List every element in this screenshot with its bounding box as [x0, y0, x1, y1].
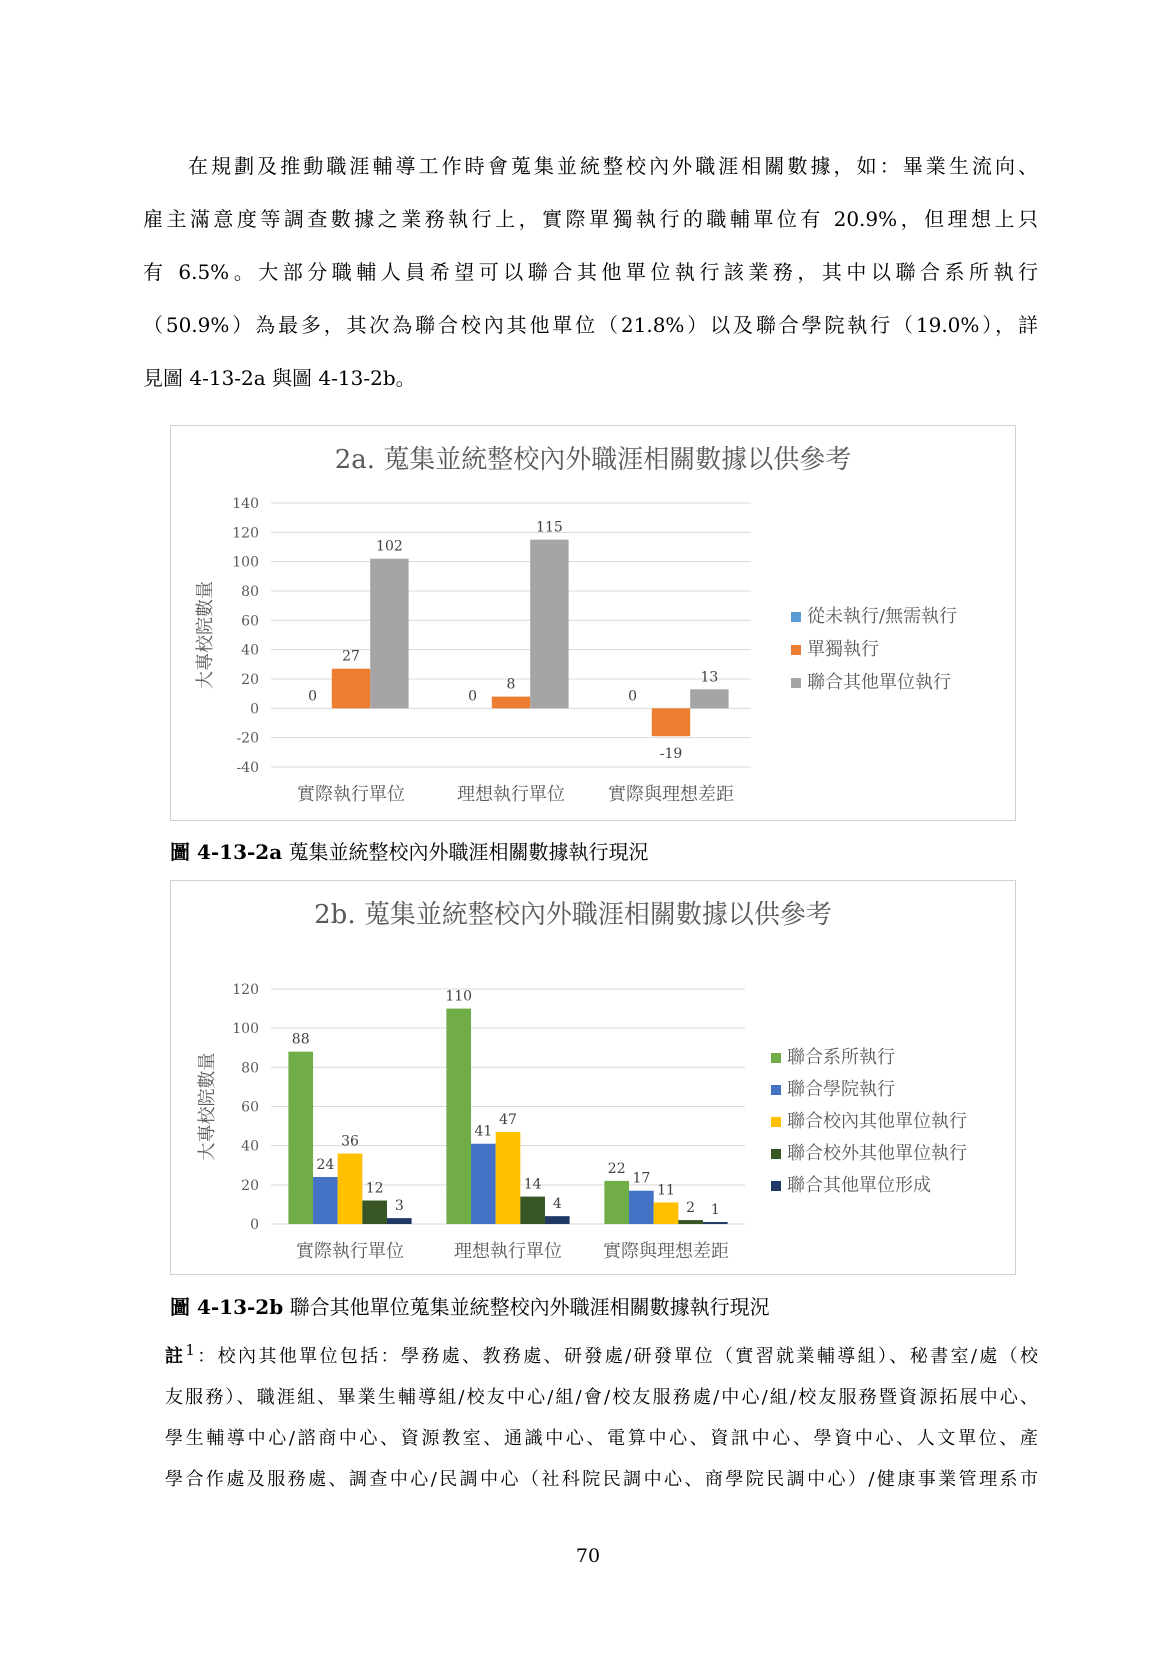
data-label: 0	[308, 688, 318, 705]
y-tick-label: 140	[232, 496, 259, 512]
data-label: 88	[291, 1031, 310, 1048]
data-label: 13	[700, 669, 719, 686]
legend-entry: 聯合校內其他單位執行	[787, 1111, 967, 1132]
paragraph-line: 雇主滿意度等調查數據之業務執行上，實際單獨執行的職輔單位有 20.9%，但理想上只	[143, 207, 1038, 231]
bar	[604, 1181, 629, 1224]
footnote-marker: 1	[185, 1341, 195, 1359]
footnote-label: 註	[165, 1346, 186, 1367]
data-label: 11	[657, 1182, 675, 1199]
y-tick-label: 120	[232, 982, 259, 998]
y-tick-label: 0	[250, 1217, 259, 1233]
data-label: 3	[394, 1198, 404, 1215]
legend-entry: 聯合系所執行	[787, 1047, 895, 1068]
x-tick-label: 實際與理想差距	[608, 784, 734, 805]
legend-swatch	[771, 1181, 781, 1191]
y-tick-label: 60	[241, 1099, 259, 1116]
y-axis-label: 大專校院數量	[195, 581, 216, 689]
paragraph-line: 有 6.5%。大部分職輔人員希望可以聯合其他單位執行該業務，其中以聯合系所執行	[143, 260, 1038, 284]
data-label: 36	[341, 1133, 359, 1150]
legend-swatch	[791, 612, 801, 622]
data-label: 1	[710, 1202, 720, 1219]
data-label: 110	[445, 988, 473, 1005]
legend-entry: 聯合其他單位形成	[787, 1175, 931, 1196]
data-label: 0	[468, 688, 478, 705]
data-label: 115	[536, 519, 563, 536]
data-label: -19	[659, 746, 683, 763]
caption-label: 圖 4-13-2b	[170, 1295, 284, 1319]
bar	[471, 1144, 496, 1224]
legend-entry: 單獨執行	[807, 639, 879, 660]
data-label: 14	[523, 1176, 542, 1193]
bar	[530, 540, 568, 709]
y-tick-label: 80	[241, 584, 259, 600]
figure-caption-a	[170, 836, 649, 865]
chart-2a	[170, 425, 1016, 821]
bar	[520, 1197, 545, 1224]
data-label: 0	[628, 688, 638, 705]
x-tick-label: 實際執行單位	[297, 784, 405, 805]
legend-swatch	[771, 1085, 781, 1095]
data-label: 8	[506, 676, 516, 693]
legend-entry: 聯合其他單位執行	[807, 672, 951, 693]
paragraph-line: 見圖 4-13-2a 與圖 4-13-2b。	[143, 366, 416, 390]
paragraph-line: （50.9%）為最多，其次為聯合校內其他單位（21.8%）以及聯合學院執行（19.0%），詳	[143, 313, 1038, 337]
y-tick-label: 80	[241, 1060, 259, 1077]
chart-2b	[170, 880, 1016, 1275]
x-tick-label: 實際執行單位	[296, 1241, 404, 1262]
bar	[652, 708, 690, 736]
bar	[496, 1132, 521, 1224]
bar	[545, 1216, 570, 1224]
y-tick-label: 40	[241, 642, 259, 659]
y-tick-label: -20	[236, 730, 259, 747]
data-label: 17	[632, 1170, 651, 1187]
bar	[492, 697, 530, 709]
data-label: 102	[376, 538, 403, 555]
figure-caption-b	[170, 1291, 770, 1320]
bar	[446, 1009, 471, 1224]
legend-swatch	[791, 645, 801, 655]
caption-text: 聯合其他單位蒐集並統整校內外職涯相關數據執行現況	[289, 1295, 770, 1319]
bar	[703, 1222, 728, 1224]
footnote	[165, 1330, 1038, 1500]
paragraph-line: 在規劃及推動職涯輔導工作時會蒐集並統整校內外職涯相關數據，如：畢業生流向、	[188, 154, 1038, 178]
legend-swatch	[791, 678, 801, 688]
bar	[370, 559, 408, 709]
data-label: 41	[474, 1123, 493, 1140]
footnote-line: 學合作處及服務處、調查中心/民調中心（社科院民調中心、商學院民調中心）/健康事業管理系市	[165, 1469, 1038, 1490]
data-label: 47	[499, 1111, 517, 1128]
data-label: 24	[316, 1157, 335, 1173]
bar	[288, 1052, 313, 1224]
bar	[362, 1201, 387, 1225]
y-tick-label: 100	[232, 1021, 259, 1038]
legend-swatch	[771, 1053, 781, 1063]
legend-swatch	[771, 1117, 781, 1127]
y-tick-label: -40	[236, 760, 259, 776]
y-tick-label: 0	[250, 701, 259, 718]
y-tick-label: 120	[232, 525, 259, 542]
bar	[313, 1177, 338, 1224]
footnote-line	[165, 1330, 1038, 1377]
x-tick-label: 理想執行單位	[457, 784, 565, 805]
y-tick-label: 20	[241, 1177, 259, 1194]
y-axis-label: 大專校院數量	[197, 1052, 218, 1161]
chart-2b-svg	[171, 881, 1015, 1274]
data-label: 4	[552, 1196, 562, 1213]
x-tick-label: 實際與理想差距	[603, 1241, 729, 1262]
bar	[690, 689, 728, 708]
bar	[332, 669, 370, 709]
legend-entry: 聯合學院執行	[787, 1079, 895, 1100]
y-tick-label: 40	[241, 1138, 259, 1155]
data-label: 22	[607, 1160, 626, 1177]
chart-title: 2a. 蒐集並統整校內外職涯相關數據以供參考	[334, 445, 852, 475]
caption-text: 蒐集並統整校內外職涯相關數據執行現況	[288, 840, 649, 864]
data-label: 2	[686, 1200, 696, 1217]
chart-title: 2b. 蒐集並統整校內外職涯相關數據以供參考	[314, 900, 832, 930]
footnote-line: 友服務）、職涯組、畢業生輔導組/校友中心/組/會/校友服務處/中心/組/校友服務暨資源拓展中心、	[165, 1387, 1038, 1408]
y-tick-label: 60	[241, 613, 259, 630]
chart-2a-svg	[171, 426, 1015, 820]
footnote-line: 學生輔導中心/諮商中心、資源教室、通識中心、電算中心、資訊中心、學資中心、人文單位、產	[165, 1428, 1038, 1449]
bar	[629, 1191, 654, 1224]
bar	[387, 1218, 412, 1224]
body-paragraph	[143, 140, 1038, 405]
legend-swatch	[771, 1149, 781, 1159]
bar	[338, 1154, 363, 1225]
bar	[678, 1220, 703, 1224]
footnote-text: ：校內其他單位包括：學務處、教務處、研發處/研發單位（實習就業輔導組）、秘書室/處（校	[194, 1346, 1039, 1367]
page-number: 70	[575, 1545, 601, 1567]
y-tick-label: 20	[241, 672, 259, 688]
x-tick-label: 理想執行單位	[454, 1241, 562, 1262]
legend-entry: 從未執行/無需執行	[807, 606, 958, 627]
legend-entry: 聯合校外其他單位執行	[787, 1143, 967, 1164]
caption-label: 圖 4-13-2a	[170, 840, 283, 864]
y-tick-label: 100	[232, 554, 259, 571]
bar	[654, 1202, 679, 1224]
data-label: 27	[342, 648, 360, 665]
data-label: 12	[365, 1180, 384, 1197]
